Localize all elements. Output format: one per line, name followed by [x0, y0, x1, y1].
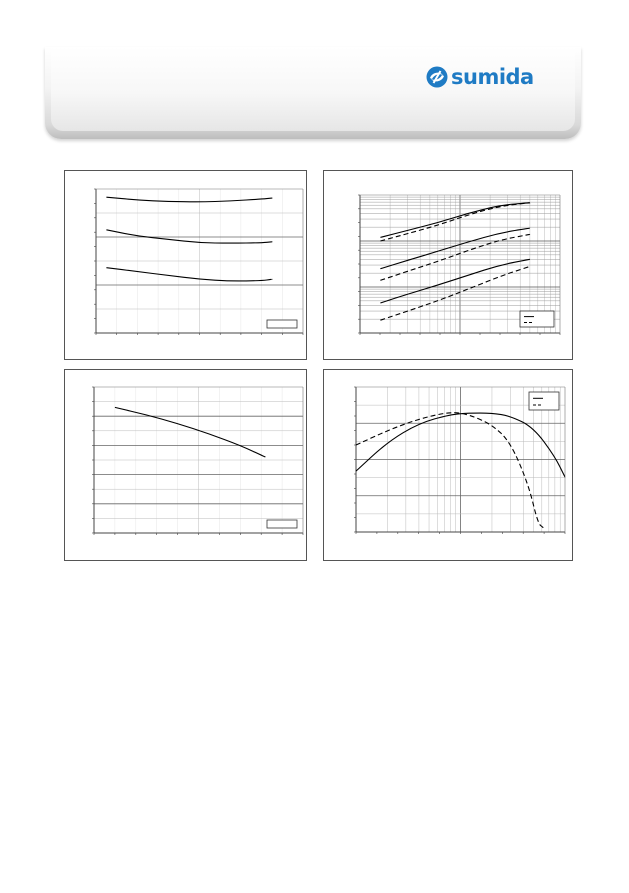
chart-1 — [65, 171, 306, 359]
sumida-logo — [426, 64, 534, 90]
chart-panel-4 — [323, 369, 573, 561]
chart-panel-3 — [64, 369, 307, 561]
legend-box — [520, 311, 554, 327]
brand-name: sumida — [451, 65, 534, 89]
chart-4 — [324, 370, 572, 560]
sumida-swirl-logo-icon — [426, 66, 448, 88]
chart-2 — [324, 171, 572, 359]
chart-panel-1 — [64, 170, 307, 360]
series-line-1 — [106, 197, 272, 202]
series-line-2 — [356, 413, 543, 528]
legend-box — [267, 520, 297, 528]
series-line-3 — [106, 268, 272, 281]
legend-box — [267, 320, 297, 328]
series-line-1 — [115, 407, 266, 457]
chart-panel-2 — [323, 170, 573, 360]
header-banner — [45, 47, 581, 139]
series-line-2 — [106, 230, 272, 243]
legend-box — [529, 392, 559, 410]
chart-3 — [65, 370, 306, 560]
